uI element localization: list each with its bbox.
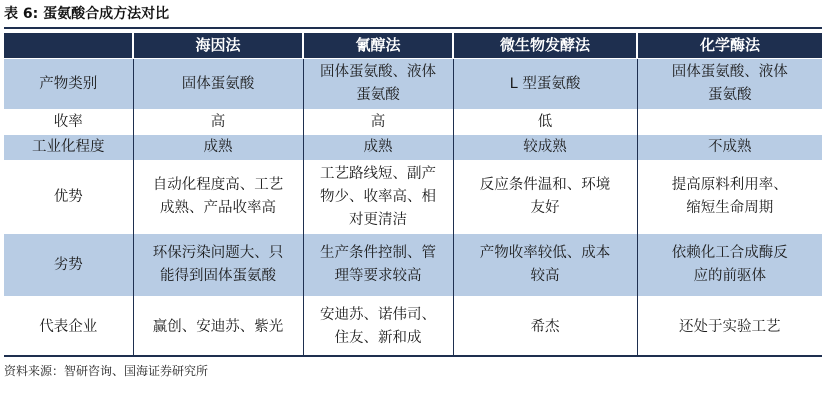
cell-text-line: 缩短生命周期 <box>686 200 774 216</box>
cell-text-line: 成熟 <box>363 139 393 155</box>
cell-text-line: 反应条件温和、环境 <box>479 177 611 193</box>
cell-text-line: 较成熟 <box>523 139 567 155</box>
table-cell <box>637 59 822 110</box>
row-label: 产物类别 <box>4 59 133 110</box>
cell-text-line: 自动化程度高、工艺 <box>152 177 284 193</box>
table-cell <box>453 297 637 358</box>
row-label: 优势 <box>4 161 133 234</box>
comparison-table <box>4 33 822 357</box>
table-row <box>4 135 822 161</box>
cell-text-line: 高 <box>370 113 386 130</box>
table-cell <box>453 161 637 234</box>
cell-text-line: 成熟、产品收率高 <box>160 200 276 216</box>
cell-text-line: 依赖化工合成酶反 <box>671 245 788 261</box>
table-row <box>4 59 822 110</box>
source-note: 资料来源：智研咨询、国海证券研究所 <box>4 364 209 378</box>
table-row <box>4 234 822 297</box>
cell-text-line: 固体蛋氨酸、液体 <box>671 64 788 80</box>
table-cell <box>637 234 822 297</box>
cell-text-line: 固体蛋氨酸、液体 <box>320 64 436 80</box>
table-cell <box>303 59 453 110</box>
cell-text-line: 环保污染问题大、只 <box>152 245 284 261</box>
table-cell <box>453 234 637 297</box>
cell-text-line: 理等要求较高 <box>334 268 422 284</box>
table-cell <box>637 297 822 358</box>
table-cell <box>133 161 303 234</box>
table-cell <box>133 110 303 135</box>
row-label: 劣势 <box>4 234 133 297</box>
cell-text-line: 对更清洁 <box>349 211 407 228</box>
cell-text-line: 低 <box>537 113 553 130</box>
cell-text-line: 物少、收率高、相 <box>320 188 436 205</box>
cell-text-line: 生产条件控制、管 <box>320 245 436 261</box>
cell-text-line: 蛋氨酸 <box>356 87 400 103</box>
cell-text-line: 应的前驱体 <box>693 268 766 284</box>
row-label: 工业化程度 <box>4 135 133 161</box>
table-cell <box>453 135 637 161</box>
table-cell <box>303 234 453 297</box>
row-label: 代表企业 <box>4 297 133 358</box>
cell-text-line: 产物收率较低、成本 <box>479 245 611 261</box>
header-cell: 化学酶法 <box>637 33 822 59</box>
table-cell <box>303 110 453 135</box>
cell-text-line: 希杰 <box>530 318 560 335</box>
table-cell <box>637 110 822 135</box>
cell-text-line: 成熟 <box>203 139 233 155</box>
table-row <box>4 161 822 234</box>
header-row <box>4 33 822 59</box>
table-cell <box>637 135 822 161</box>
table-row <box>4 110 822 135</box>
table-cell <box>453 59 637 110</box>
cell-text-line: 安迪苏、诺伟司、 <box>320 307 436 323</box>
cell-text-line: 能得到固体蛋氨酸 <box>160 268 276 284</box>
cell-text-line: 还处于实验工艺 <box>679 318 781 335</box>
table-cell <box>133 59 303 110</box>
header-cell <box>4 33 133 59</box>
row-label: 收率 <box>4 110 133 135</box>
table-cell <box>303 161 453 234</box>
cell-text-line: 蛋氨酸 <box>708 87 752 103</box>
bottom-divider <box>4 355 822 357</box>
cell-text-line: 住友、新和成 <box>334 330 422 346</box>
cell-text-line: 赢创、安迪苏、紫光 <box>152 318 284 335</box>
table-cell <box>453 110 637 135</box>
cell-text-line: 提高原料利用率、 <box>671 177 788 193</box>
header-cell: 氰醇法 <box>303 33 453 59</box>
cell-text-line: 较高 <box>530 268 560 284</box>
cell-text-line: 工艺路线短、副产 <box>320 165 436 182</box>
header-cell: 海因法 <box>133 33 303 59</box>
header-cell: 微生物发酵法 <box>453 33 637 59</box>
table-cell <box>133 297 303 358</box>
table-cell <box>133 234 303 297</box>
table-cell <box>133 135 303 161</box>
table-cell <box>303 297 453 358</box>
cell-text-line: 固体蛋氨酸 <box>181 75 255 92</box>
cell-text-line: 友好 <box>530 200 560 216</box>
cell-text-line: 高 <box>210 113 226 130</box>
table-cell <box>637 161 822 234</box>
cell-text-line: L 型蛋氨酸 <box>509 75 581 92</box>
table-title: 表 6: 蛋氨酸合成方法对比 <box>4 6 170 22</box>
table-cell <box>303 135 453 161</box>
cell-text-line: 不成熟 <box>708 139 752 155</box>
table-row <box>4 297 822 358</box>
title-divider <box>4 27 822 29</box>
